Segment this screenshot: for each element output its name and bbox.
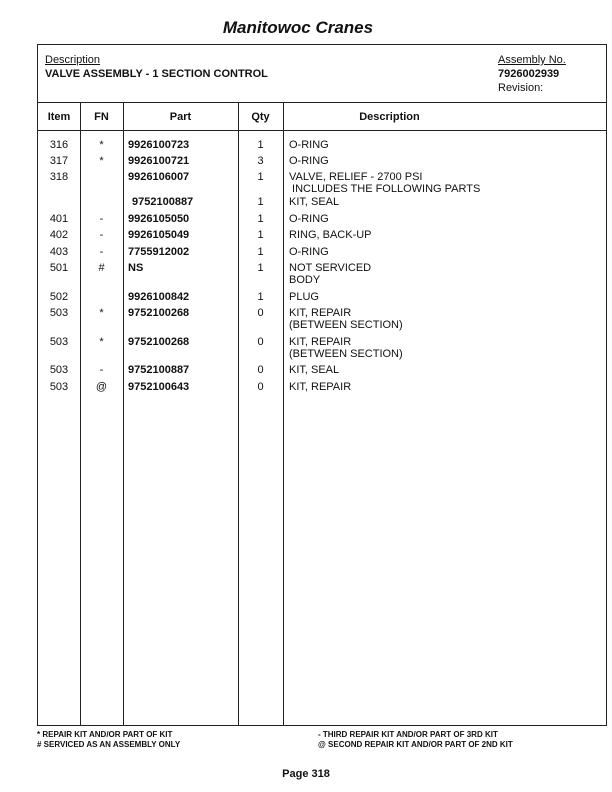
quantity: 1 (257, 229, 264, 241)
assembly-header (38, 45, 606, 103)
legend-right (318, 730, 513, 750)
fn-code: - (99, 229, 104, 241)
part-number: 9752100268 (128, 336, 190, 348)
quantity: 1 (257, 196, 264, 208)
quantity: 0 (257, 307, 264, 319)
legend-left (37, 730, 180, 750)
fn-code: * (99, 155, 104, 167)
part-number: 9926100723 (128, 139, 190, 151)
part-description: KIT, REPAIR (289, 336, 352, 348)
document-title: Manitowoc Cranes (222, 18, 374, 37)
item-number: 503 (49, 364, 69, 376)
part-number: 7755912002 (128, 246, 190, 258)
item-number: 316 (49, 139, 69, 151)
fn-code: - (99, 213, 104, 225)
part-description-line-2: BODY (289, 274, 321, 286)
fn-code: # (98, 262, 105, 274)
quantity: 0 (257, 364, 264, 376)
part-description: O-RING (289, 213, 329, 225)
part-number: 9926100842 (128, 291, 190, 303)
part-description: RING, BACK-UP (289, 229, 372, 241)
part-description: KIT, SEAL (289, 196, 340, 208)
item-number: 403 (49, 246, 69, 258)
column-divider (123, 103, 124, 725)
quantity: 0 (257, 336, 264, 348)
column-divider (80, 103, 81, 725)
part-description: KIT, REPAIR (289, 307, 352, 319)
quantity: 1 (257, 171, 264, 183)
fn-code: * (99, 139, 104, 151)
column-header-fn: FN (94, 111, 109, 123)
part-description: O-RING (289, 139, 329, 151)
quantity: 1 (257, 262, 264, 274)
item-number: 318 (49, 171, 69, 183)
quantity: 1 (257, 139, 264, 151)
part-number: 9752100887 (132, 196, 194, 208)
part-number: NS (128, 262, 144, 274)
part-number: 9926100721 (128, 155, 190, 167)
parts-list-frame (37, 44, 607, 726)
part-description-line-2: (BETWEEN SECTION) (289, 319, 403, 331)
item-number: 317 (49, 155, 69, 167)
item-number: 401 (49, 213, 69, 225)
assembly-number-label: Assembly No. (498, 54, 566, 66)
description-label: Description (45, 54, 101, 66)
item-number: 503 (49, 307, 69, 319)
part-number: 9926105049 (128, 229, 190, 241)
item-number: 503 (49, 381, 69, 393)
column-header-description: Description (359, 111, 420, 123)
legend-assembly-only: # SERVICED AS AN ASSEMBLY ONLY (37, 740, 181, 749)
column-header-item: Item (47, 111, 71, 123)
assembly-number: 7926002939 (498, 68, 560, 80)
column-header-qty: Qty (251, 111, 270, 123)
fn-code: * (99, 307, 104, 319)
part-description: NOT SERVICED (289, 262, 372, 274)
part-number: 9752100643 (128, 381, 190, 393)
legend-repair-kit: * REPAIR KIT AND/OR PART OF KIT (37, 730, 173, 739)
part-number: 9926106007 (128, 171, 190, 183)
part-number: 9926105050 (128, 213, 190, 225)
fn-code: - (99, 364, 104, 376)
part-number: 9752100887 (128, 364, 190, 376)
item-number: 402 (49, 229, 69, 241)
item-number: 503 (49, 336, 69, 348)
part-description: KIT, SEAL (289, 364, 340, 376)
part-description: VALVE, RELIEF - 2700 PSI (289, 171, 423, 183)
column-header-part: Part (169, 111, 192, 123)
part-description: O-RING (289, 246, 329, 258)
page-number: Page 318 (282, 768, 330, 780)
part-description: KIT, REPAIR (289, 381, 352, 393)
quantity: 1 (257, 291, 264, 303)
assembly-description: VALVE ASSEMBLY - 1 SECTION CONTROL (45, 68, 268, 80)
legend-second-kit: @ SECOND REPAIR KIT AND/OR PART OF 2ND KIT (318, 740, 513, 749)
fn-code: * (99, 336, 104, 348)
part-description: PLUG (289, 291, 319, 303)
quantity: 0 (257, 381, 264, 393)
part-description: O-RING (289, 155, 329, 167)
revision-label: Revision: (498, 82, 544, 94)
legend-third-kit: - THIRD REPAIR KIT AND/OR PART OF 3RD KIT (318, 730, 498, 739)
column-divider (283, 103, 284, 725)
fn-code: - (99, 246, 104, 258)
part-description-line-2: INCLUDES THE FOLLOWING PARTS (289, 183, 481, 195)
part-number: 9752100268 (128, 307, 190, 319)
quantity: 1 (257, 213, 264, 225)
item-number: 502 (49, 291, 69, 303)
item-number: 501 (49, 262, 69, 274)
part-description-line-2: (BETWEEN SECTION) (289, 348, 403, 360)
quantity: 1 (257, 246, 264, 258)
fn-code: @ (95, 381, 108, 393)
quantity: 3 (257, 155, 264, 167)
